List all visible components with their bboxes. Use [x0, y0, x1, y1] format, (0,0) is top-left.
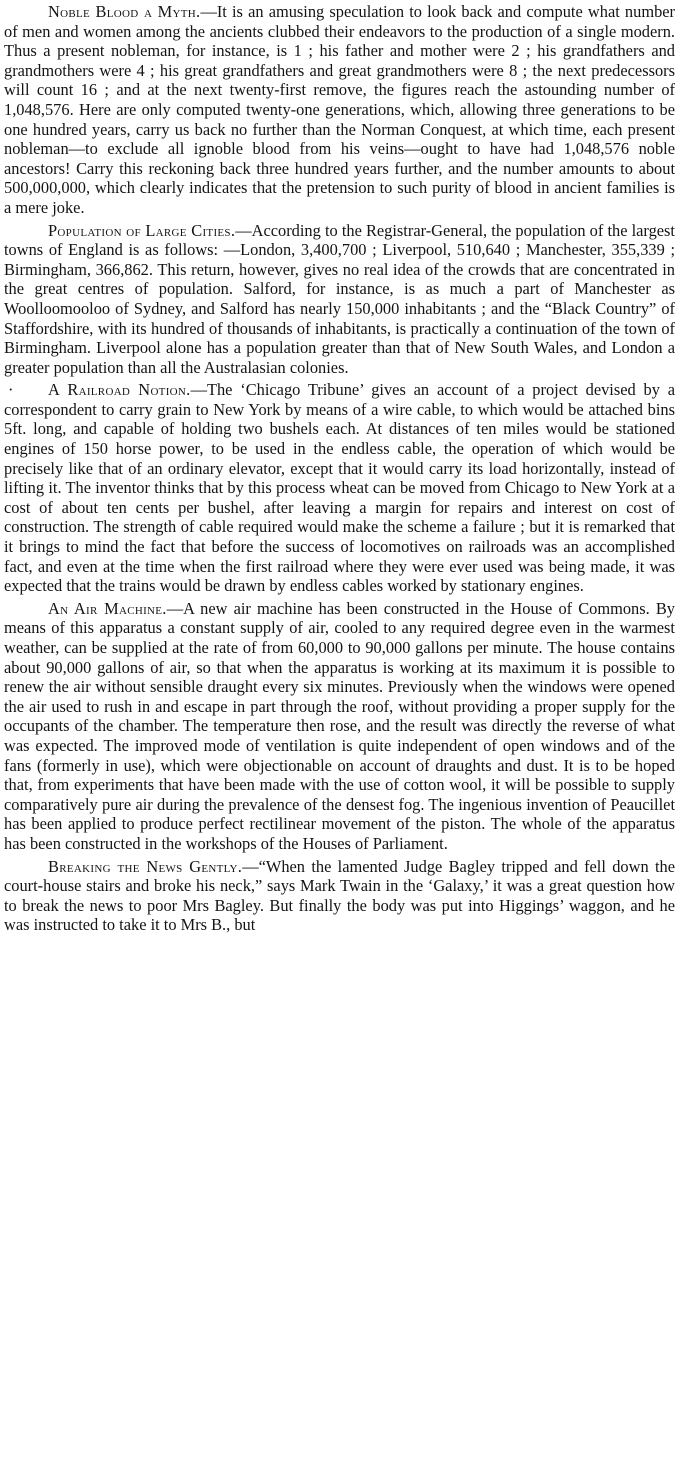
- article-heading: Breaking the News Gently.: [48, 856, 243, 876]
- article-heading: Noble Blood a Myth.: [48, 2, 201, 21]
- article-body: —The ‘Chicago Tribune’ gives an account of a project devised by a correspondent to carry grain to New York by means of a wire cable, to which would be attached bins 5ft. long, and capable of holding two bushels each. At distances of ten miles would be stationed engines of 150 horse power, to be used in the endless cable, the operation of which would be precisely like that of an ordinary elevator, except that it would carry its load horizontally, instead of lifting it. The inventor thinks that by this process wheat can be moved from Chicago to New York at a cost of about ten cents per bushel, after leaving a margin for repairs and interest on cost of construction. The strength of cable required would make the scheme a failure ; but it is remarked that it brings to mind the fact that before the success of locomotives on railroads was an accomplished fact, and even at the time when the first railroad where they were ever used was being made, it was expected that the trains would be drawn by endless cables worked by stationary engines.: [4, 380, 676, 596]
- article-heading: An Air Machine.: [48, 598, 167, 618]
- article-noble-blood: [4, 2, 675, 218]
- article-body: —It is an amusing speculation to look back and compute what number of men and women among the ancients clubbed their endeavors to the production of a single modern. Thus a present nobleman, for instance, is 1 ; his father and mother were 2 ; his grandfathers and grandmothers were 4 ; his great grandfathers and great grandmothers were 8 ; the next predecessors will count 16 ; and at the next twenty-first remove, the figures reach the astounding number of 1,048,576. Here are only computed twenty-one generations, which, allowing three generations to be one hundred years, carry us back no further than the Norman Conquest, at which time, each present nobleman—to exclude all ignoble blood from his veins—ought to have had 1,048,576 noble ancestors! Carry this reckoning back three hundred years further, and the number amounts to about 500,000,000, which clearly indicates that the pretension to such purity of blood in ancient families is a mere joke.: [4, 2, 675, 217]
- article-heading: Population of Large Cities.: [48, 220, 236, 240]
- article-heading: A Railroad Notion.: [48, 380, 191, 400]
- article-railroad: · A Railroad Notion.—The ‘Chicago Tribune’ gives an account of a project devised by a correspondent to carry grain to New York by means of a wire cable, to which would be attached bins 5ft. long, and capable of holding two bushels each. At distances of ten miles would be stationed engines of 150 horse power, to be used in the endless cable, the operation of which would be precisely like that of an ordinary elevator, except that it would carry its load horizontally, instead of lifting it. The inventor thinks that by this process wheat can be moved from Chicago to New York at a cost of about ten cents per bushel, after leaving a margin for repairs and interest on cost of construction. The strength of cable required would make the scheme a failure ; but it is remarked that it brings to mind the fact that before the success of locomotives on railroads was an accomplished fact, and even at the time when the first railroad where they were ever used was being made, it was expected that the trains would be drawn by endless cables worked by stationary engines.: [4, 380, 676, 596]
- article-breaking-news: [4, 857, 675, 935]
- article-air-machine: [4, 599, 675, 854]
- article-body: —“When the lamented Judge Bagley tripped and fell down the court-house stairs and broke his neck,” says Mark Twain in the ‘Galaxy,’ it was a great question how to break the news to poor Mrs Bagley. But finally the body was put into Higgings’ waggon, and he was instructed to take it to Mrs B., but: [4, 856, 675, 935]
- article-body: —A new air machine has been constructed in the House of Commons. By means of this apparatus a constant supply of air, cooled to any required degree even in the warmest weather, can be supplied at the rate of from 60,000 to 90,000 gallons per minute. The house contains about 90,000 gallons of air, so that when the apparatus is working at its maximum it is possible to renew the air without sensible draught every six minutes. Previously when the windows were opened the air used to rush in and escape in part through the roof, without providing a proper supply for the occupants of the chamber. The temperature then rose, and the result was directly the reverse of what was expected. The improved mode of ventilation is quite independent of open windows and of the fans (formerly in use), which were objectionable on account of draughts and dust. It is to be hoped that, from experiments that have been made with the use of cotton wool, it will be possible to supply comparatively pure air during the prevalence of the densest fog. The ingenious invention of Peaucillet has been applied to produce perfect rectilinear movement of the piston. The whole of the apparatus has been constructed in the workshops of the Houses of Parliament.: [4, 598, 675, 853]
- article-population: [4, 221, 675, 378]
- article-body: —According to the Registrar-General, the population of the largest towns of England is as follows: —London, 3,400,700 ; Liverpool, 510,640 ; Manchester, 355,339 ; Birmingham, 366,862. This return, however, gives no real idea of the crowds that are concentrated in the great centres of population. Salford, for instance, is as much a part of Manchester as Woolloomooloo of Sydney, and Salford has nearly 150,000 inhabitants ; and the “Black Country” of Staffordshire, with its hundred of thousands of inhabitants, is practically a continuation of the town of Birmingham. Liverpool alone has a population greater than that of New South Wales, and London a greater population than all the Australasian colonies.: [4, 220, 675, 377]
